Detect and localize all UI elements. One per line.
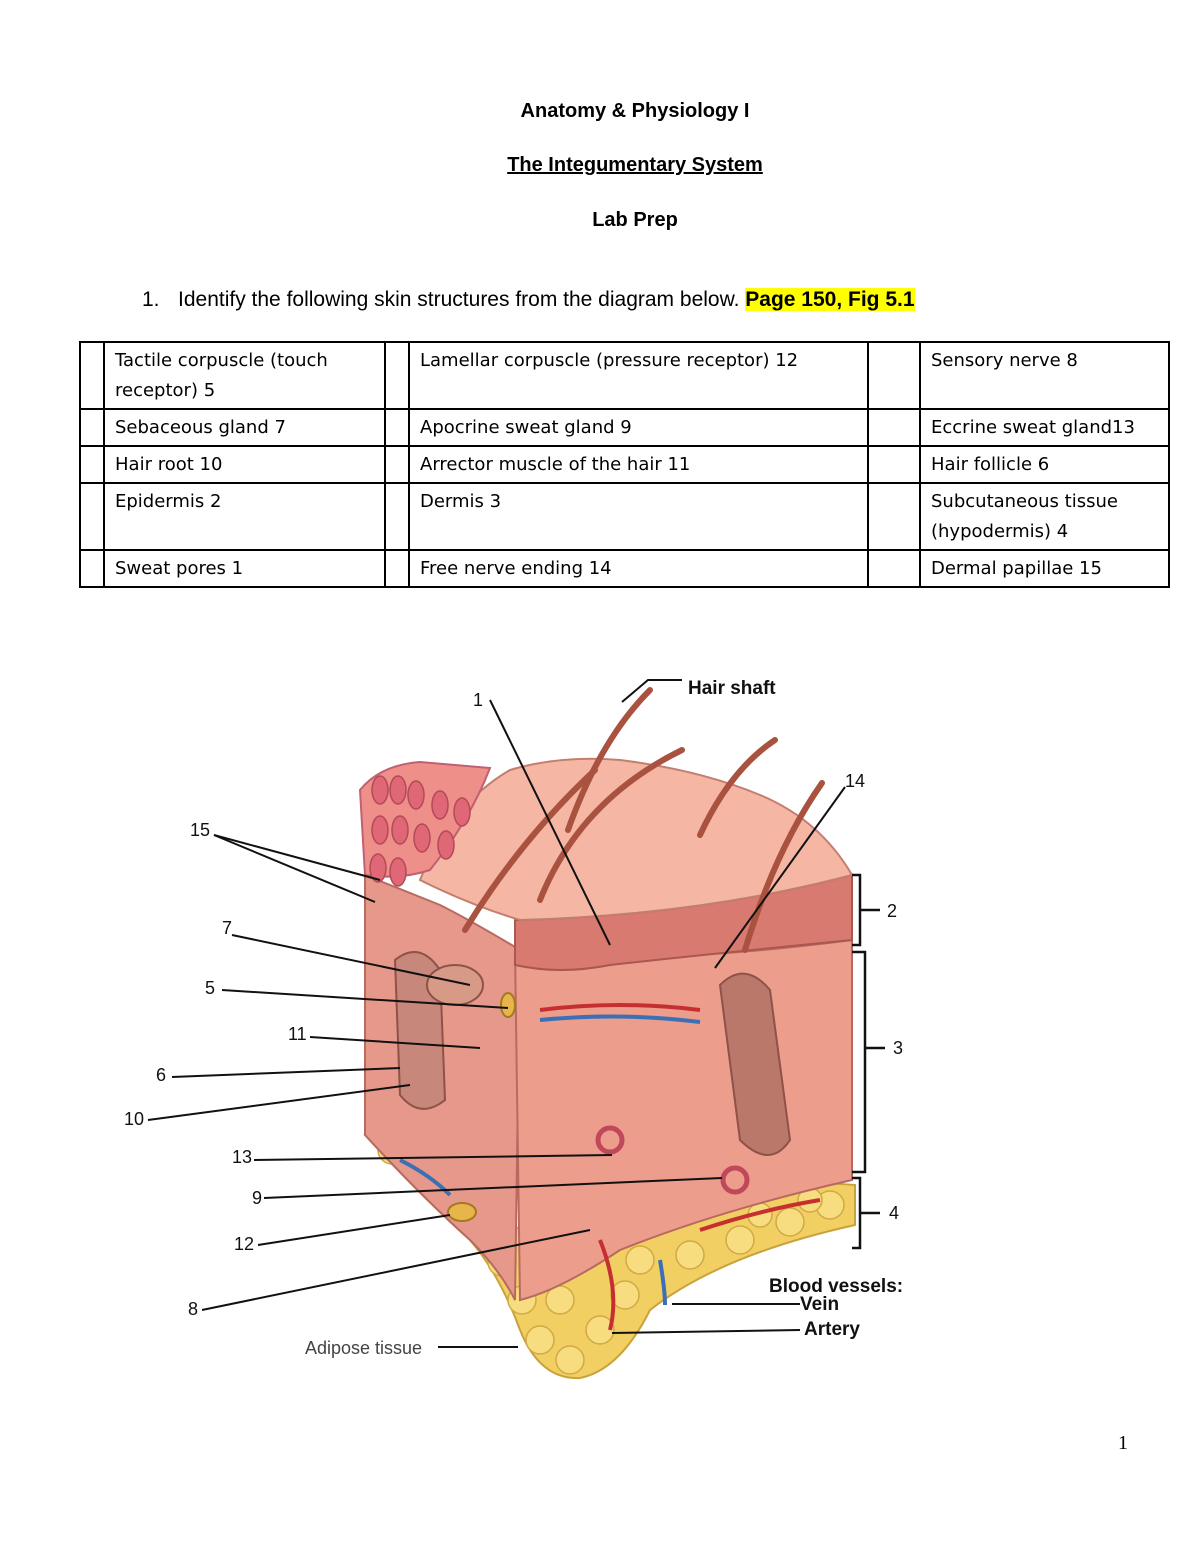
- label-4: 4: [889, 1203, 900, 1223]
- label-10: 10: [124, 1109, 145, 1129]
- label-1: 1: [473, 690, 484, 710]
- table-cell: Hair root 10: [104, 446, 385, 483]
- answer-checkbox[interactable]: [868, 550, 920, 587]
- table-cell: Eccrine sweat gland13: [920, 409, 1169, 446]
- question-1: [142, 288, 915, 312]
- label-14: 14: [845, 771, 866, 791]
- table-row: [80, 550, 1169, 587]
- page-number: 1: [1118, 1432, 1128, 1454]
- label-5: 5: [205, 978, 216, 998]
- course-title: Anatomy & Physiology I: [520, 100, 750, 122]
- layer-brackets: [852, 875, 885, 1248]
- answer-checkbox[interactable]: [385, 483, 409, 550]
- table-row: [80, 342, 1169, 409]
- table-cell: Sebaceous gland 7: [104, 409, 385, 446]
- label-7: 7: [222, 918, 233, 938]
- answer-checkbox[interactable]: [385, 409, 409, 446]
- answer-checkbox[interactable]: [868, 446, 920, 483]
- tactile-corpuscle: [501, 993, 515, 1017]
- label-15: 15: [190, 820, 211, 840]
- label-6: 6: [156, 1065, 167, 1085]
- answer-checkbox[interactable]: [868, 342, 920, 409]
- question-text: Identify the following skin structures from the diagram below.: [178, 288, 740, 311]
- table-row: [80, 446, 1169, 483]
- table-cell: Dermal papillae 15: [920, 550, 1169, 587]
- table-cell: Sweat pores 1: [104, 550, 385, 587]
- page-reference: Page 150, Fig 5.1: [745, 288, 915, 311]
- table-row: [80, 483, 1169, 550]
- answer-checkbox[interactable]: [80, 446, 104, 483]
- table-cell: Tactile corpuscle (touch receptor) 5: [104, 342, 385, 409]
- table-cell: Sensory nerve 8: [920, 342, 1169, 409]
- question-number: 1.: [142, 288, 160, 311]
- answer-checkbox[interactable]: [385, 342, 409, 409]
- answer-checkbox[interactable]: [80, 342, 104, 409]
- table-cell: Subcutaneous tissue (hypodermis) 4: [920, 483, 1169, 550]
- answer-checkbox[interactable]: [868, 409, 920, 446]
- table-row: [80, 409, 1169, 446]
- label-2: 2: [887, 901, 898, 921]
- label-3: 3: [893, 1038, 904, 1058]
- table-cell: Dermis 3: [409, 483, 868, 550]
- answer-checkbox[interactable]: [80, 409, 104, 446]
- label-11: 11: [288, 1024, 307, 1044]
- hair-shaft-label: Hair shaft: [688, 678, 776, 699]
- sebaceous-gland: [427, 965, 483, 1005]
- unit-title: The Integumentary System: [507, 154, 763, 176]
- table-cell: Lamellar corpuscle (pressure receptor) 12: [409, 342, 868, 409]
- answer-checkbox[interactable]: [385, 550, 409, 587]
- answer-checkbox[interactable]: [385, 446, 409, 483]
- label-12: 12: [234, 1234, 255, 1254]
- answer-checkbox[interactable]: [868, 483, 920, 550]
- label-8: 8: [188, 1299, 199, 1319]
- answer-checkbox[interactable]: [80, 550, 104, 587]
- table-cell: Apocrine sweat gland 9: [409, 409, 868, 446]
- skin-diagram: [0, 600, 1200, 1420]
- answer-checkbox[interactable]: [80, 483, 104, 550]
- vein-label: Vein: [800, 1294, 840, 1315]
- lab-prep-title: Lab Prep: [592, 209, 678, 231]
- adipose-tissue-label: Adipose tissue: [305, 1338, 423, 1358]
- table-cell: Arrector muscle of the hair 11: [409, 446, 868, 483]
- lamellar-corpuscle: [448, 1203, 476, 1221]
- label-9: 9: [252, 1188, 263, 1208]
- table-cell: Hair follicle 6: [920, 446, 1169, 483]
- table-cell: Epidermis 2: [104, 483, 385, 550]
- artery-label: Artery: [804, 1319, 860, 1340]
- blood-vessels-label: Blood vessels:: [769, 1276, 904, 1297]
- table-cell: Free nerve ending 14: [409, 550, 868, 587]
- structures-table: [79, 341, 1170, 588]
- label-13: 13: [232, 1147, 253, 1167]
